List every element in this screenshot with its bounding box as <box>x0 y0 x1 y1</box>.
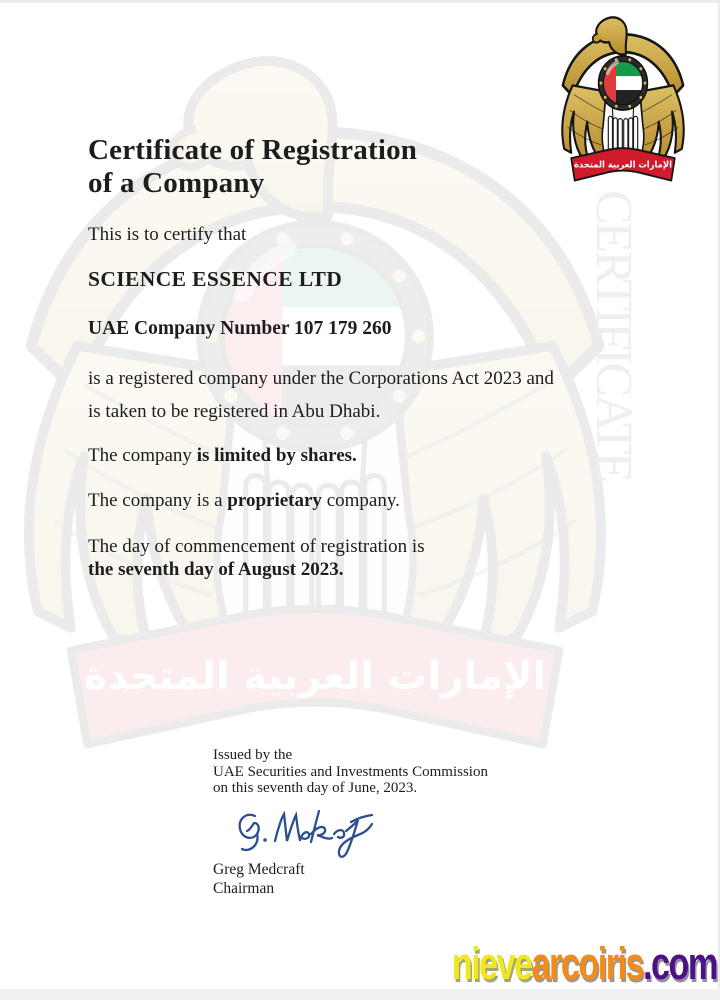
issued-by-block: Issued by the UAE Securities and Investments Commission on this seventh day of June, 2023. <box>213 747 488 796</box>
page-edge-top <box>0 0 720 3</box>
company-name: SCIENCE ESSENCE LTD <box>88 267 343 291</box>
signatory-name: Greg Medcraft <box>213 861 305 878</box>
site-logo-part3: .com <box>643 938 717 989</box>
uae-coat-of-arms-icon <box>553 8 693 186</box>
vertical-certificate-watermark: CERTIFICATE <box>585 190 642 481</box>
site-logo-part1: nieve <box>451 938 532 989</box>
registered-line2: is taken to be registered in Abu Dhabi. <box>88 400 381 422</box>
company-number: UAE Company Number 107 179 260 <box>88 318 392 339</box>
commencement-statement: The day of commencement of registration is the seventh day of August 2023. <box>88 536 425 580</box>
page-edge-bottom <box>0 989 720 1000</box>
title-line2: of a Company <box>88 167 265 199</box>
title-line1: Certificate of Registration <box>88 134 418 166</box>
registered-line1: is a registered company under the Corporations Act 2023 and <box>88 368 554 389</box>
signatory-title: Chairman <box>213 879 275 897</box>
signatory-block <box>213 861 305 898</box>
certificate-title <box>88 134 417 200</box>
site-logo-part2: arcoiris <box>531 938 644 989</box>
registration-statement <box>88 363 554 428</box>
limited-by-shares-statement: The company is limited by shares. <box>88 445 357 466</box>
signature <box>234 803 394 863</box>
certify-text: This is to certify that <box>88 224 247 245</box>
proprietary-statement: The company is a proprietary company. <box>88 490 400 511</box>
site-logo <box>452 938 717 990</box>
